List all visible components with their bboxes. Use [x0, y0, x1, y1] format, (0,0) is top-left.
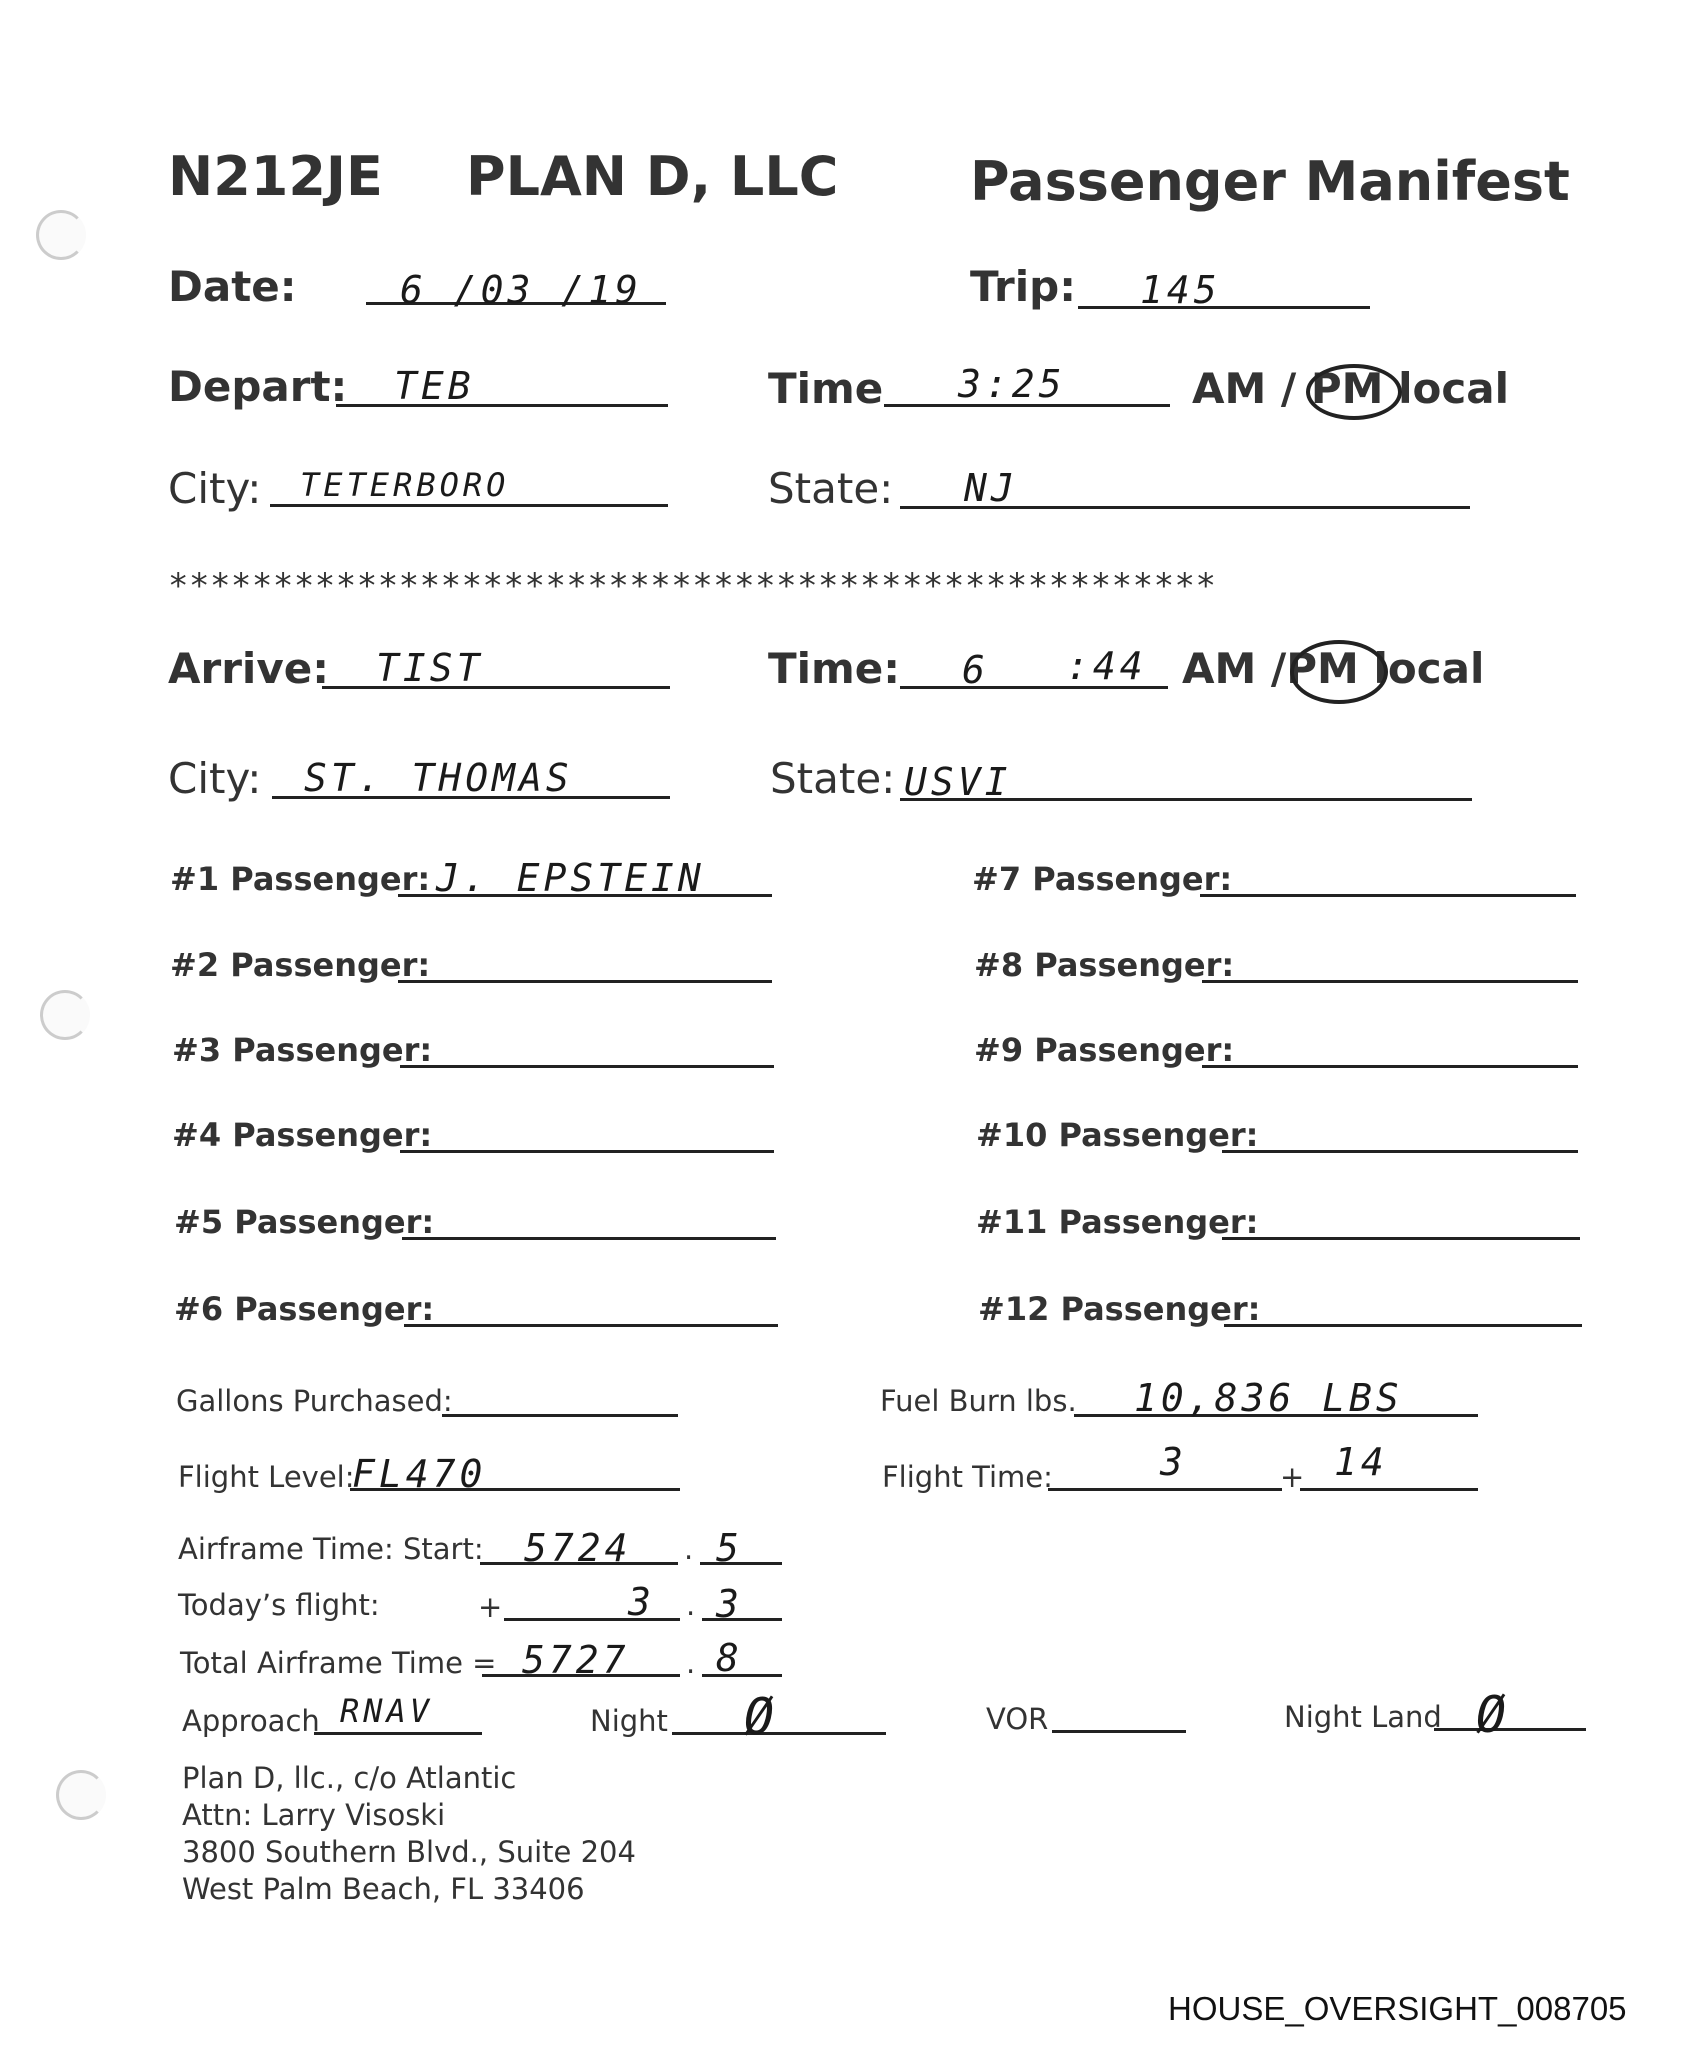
- flight-time-label: Flight Time:: [882, 1460, 1053, 1494]
- today-flight-dot: .: [686, 1588, 696, 1622]
- passenger-line: [404, 1324, 778, 1327]
- gallons-label: Gallons Purchased:: [176, 1384, 453, 1418]
- separator-stars: **************************************************: [168, 566, 1217, 606]
- trip-line: [1078, 306, 1370, 309]
- vor-label: VOR: [986, 1702, 1049, 1736]
- arrive-state-value[interactable]: USVI: [904, 760, 1012, 804]
- passenger-line: [1202, 1065, 1578, 1068]
- passenger-label: #10 Passenger:: [976, 1116, 1259, 1154]
- today-flight-label: Today’s flight:: [178, 1588, 380, 1622]
- approach-line: [314, 1732, 482, 1735]
- night-land-label: Night Land: [1284, 1700, 1442, 1734]
- depart-label: Depart:: [168, 362, 348, 411]
- passenger-line: [398, 980, 772, 983]
- passenger-line: [1224, 1324, 1582, 1327]
- depart-city-line: [270, 504, 668, 507]
- airframe-start-dot: .: [684, 1532, 694, 1566]
- today-flight-plus: +: [478, 1590, 503, 1624]
- binder-hole-bottom: [56, 1770, 106, 1820]
- passenger-label: #1 Passenger:: [170, 860, 431, 898]
- binder-hole-middle: [40, 990, 90, 1040]
- total-airframe-whole[interactable]: 5727: [522, 1638, 630, 1682]
- gallons-line: [442, 1414, 678, 1417]
- night-line: [672, 1732, 886, 1735]
- form-title: Passenger Manifest: [970, 150, 1570, 213]
- flight-time-minutes-line: [1300, 1488, 1478, 1491]
- passenger-line: [1202, 980, 1578, 983]
- address-line-1: Plan D, llc., c/o Atlantic: [182, 1761, 517, 1795]
- approach-value[interactable]: RNAV: [340, 1692, 434, 1730]
- passenger-line: [1222, 1237, 1580, 1240]
- arrive-state-label: State:: [770, 754, 896, 803]
- airframe-start-tenth[interactable]: 5: [716, 1526, 743, 1570]
- date-value[interactable]: 6 /03 /19: [400, 268, 642, 312]
- passenger-label: #2 Passenger:: [170, 946, 431, 984]
- trip-value[interactable]: 145: [1140, 268, 1221, 312]
- flight-time-hours[interactable]: 3: [1160, 1440, 1187, 1484]
- arrive-time-minute[interactable]: :44: [1066, 644, 1147, 688]
- fuel-burn-label: Fuel Burn lbs.: [880, 1384, 1077, 1418]
- depart-pm-circle: [1306, 364, 1402, 420]
- address-line-2: Attn: Larry Visoski: [182, 1798, 446, 1832]
- passenger-label: #8 Passenger:: [974, 946, 1235, 984]
- depart-state-label: State:: [768, 464, 894, 513]
- fuel-burn-value[interactable]: 10,836 LBS: [1134, 1376, 1403, 1420]
- passenger-line: [400, 1065, 774, 1068]
- night-label: Night: [590, 1704, 668, 1738]
- passenger-value[interactable]: J. EPSTEIN: [436, 856, 705, 900]
- passenger-label: #9 Passenger:: [974, 1031, 1235, 1069]
- airframe-start-label: Airframe Time: Start:: [178, 1532, 484, 1566]
- today-flight-whole[interactable]: 3: [628, 1580, 655, 1624]
- arrive-label: Arrive:: [168, 644, 329, 693]
- passenger-line: [1200, 894, 1576, 897]
- address-line-3: 3800 Southern Blvd., Suite 204: [182, 1835, 636, 1869]
- arrive-city-label: City:: [168, 754, 262, 803]
- depart-ampm-text: AM / PM local: [1192, 364, 1509, 413]
- flight-level-value[interactable]: FL470: [352, 1452, 487, 1496]
- arrive-value[interactable]: TIST: [376, 646, 484, 690]
- today-flight-tenth[interactable]: 3: [716, 1582, 743, 1626]
- depart-value[interactable]: TEB: [394, 364, 475, 408]
- binder-hole-top: [36, 210, 86, 260]
- approach-label: Approach: [182, 1704, 320, 1738]
- arrive-ampm-text: AM /PM local: [1182, 644, 1485, 693]
- bates-stamp: HOUSE_OVERSIGHT_008705: [1168, 1990, 1627, 2027]
- arrive-line: [322, 686, 670, 689]
- airframe-start-whole[interactable]: 5724: [524, 1526, 632, 1570]
- flight-time-hours-line: [1048, 1488, 1282, 1491]
- passenger-label: #5 Passenger:: [174, 1203, 435, 1241]
- passenger-label: #4 Passenger:: [172, 1116, 433, 1154]
- depart-city-value[interactable]: TETERBORO: [300, 466, 510, 504]
- flight-level-label: Flight Level:: [178, 1460, 355, 1494]
- trip-label: Trip:: [970, 262, 1077, 311]
- arrive-time-hour[interactable]: 6: [962, 648, 989, 692]
- passenger-line: [1222, 1150, 1578, 1153]
- arrive-pm-circle: [1290, 640, 1388, 704]
- date-label: Date:: [168, 262, 297, 311]
- depart-state-value[interactable]: NJ: [964, 466, 1018, 510]
- depart-time-value[interactable]: 3:25: [958, 362, 1066, 406]
- depart-time-label: Time: [768, 364, 884, 413]
- total-airframe-label: Total Airframe Time =: [180, 1646, 497, 1680]
- arrive-city-value[interactable]: ST. THOMAS: [304, 756, 573, 800]
- arrive-time-label: Time:: [768, 644, 901, 693]
- company-name: PLAN D, LLC: [466, 145, 839, 208]
- passenger-label: #3 Passenger:: [172, 1031, 433, 1069]
- night-land-value[interactable]: Ø: [1476, 1686, 1511, 1744]
- vor-line: [1052, 1730, 1186, 1733]
- flight-time-minutes[interactable]: 14: [1334, 1440, 1388, 1484]
- passenger-label: #7 Passenger:: [972, 860, 1233, 898]
- depart-line: [336, 404, 668, 407]
- address-line-4: West Palm Beach, FL 33406: [182, 1872, 585, 1906]
- passenger-line: [400, 1150, 774, 1153]
- passenger-label: #12 Passenger:: [978, 1290, 1261, 1328]
- tail-number: N212JE: [168, 145, 383, 208]
- passenger-label: #6 Passenger:: [174, 1290, 435, 1328]
- depart-city-label: City:: [168, 464, 262, 513]
- flight-time-plus: +: [1280, 1460, 1305, 1494]
- passenger-line: [402, 1237, 776, 1240]
- passenger-label: #11 Passenger:: [976, 1203, 1259, 1241]
- night-value[interactable]: Ø: [744, 1688, 779, 1746]
- total-airframe-dot: .: [686, 1646, 696, 1680]
- total-airframe-tenth[interactable]: 8: [716, 1636, 743, 1680]
